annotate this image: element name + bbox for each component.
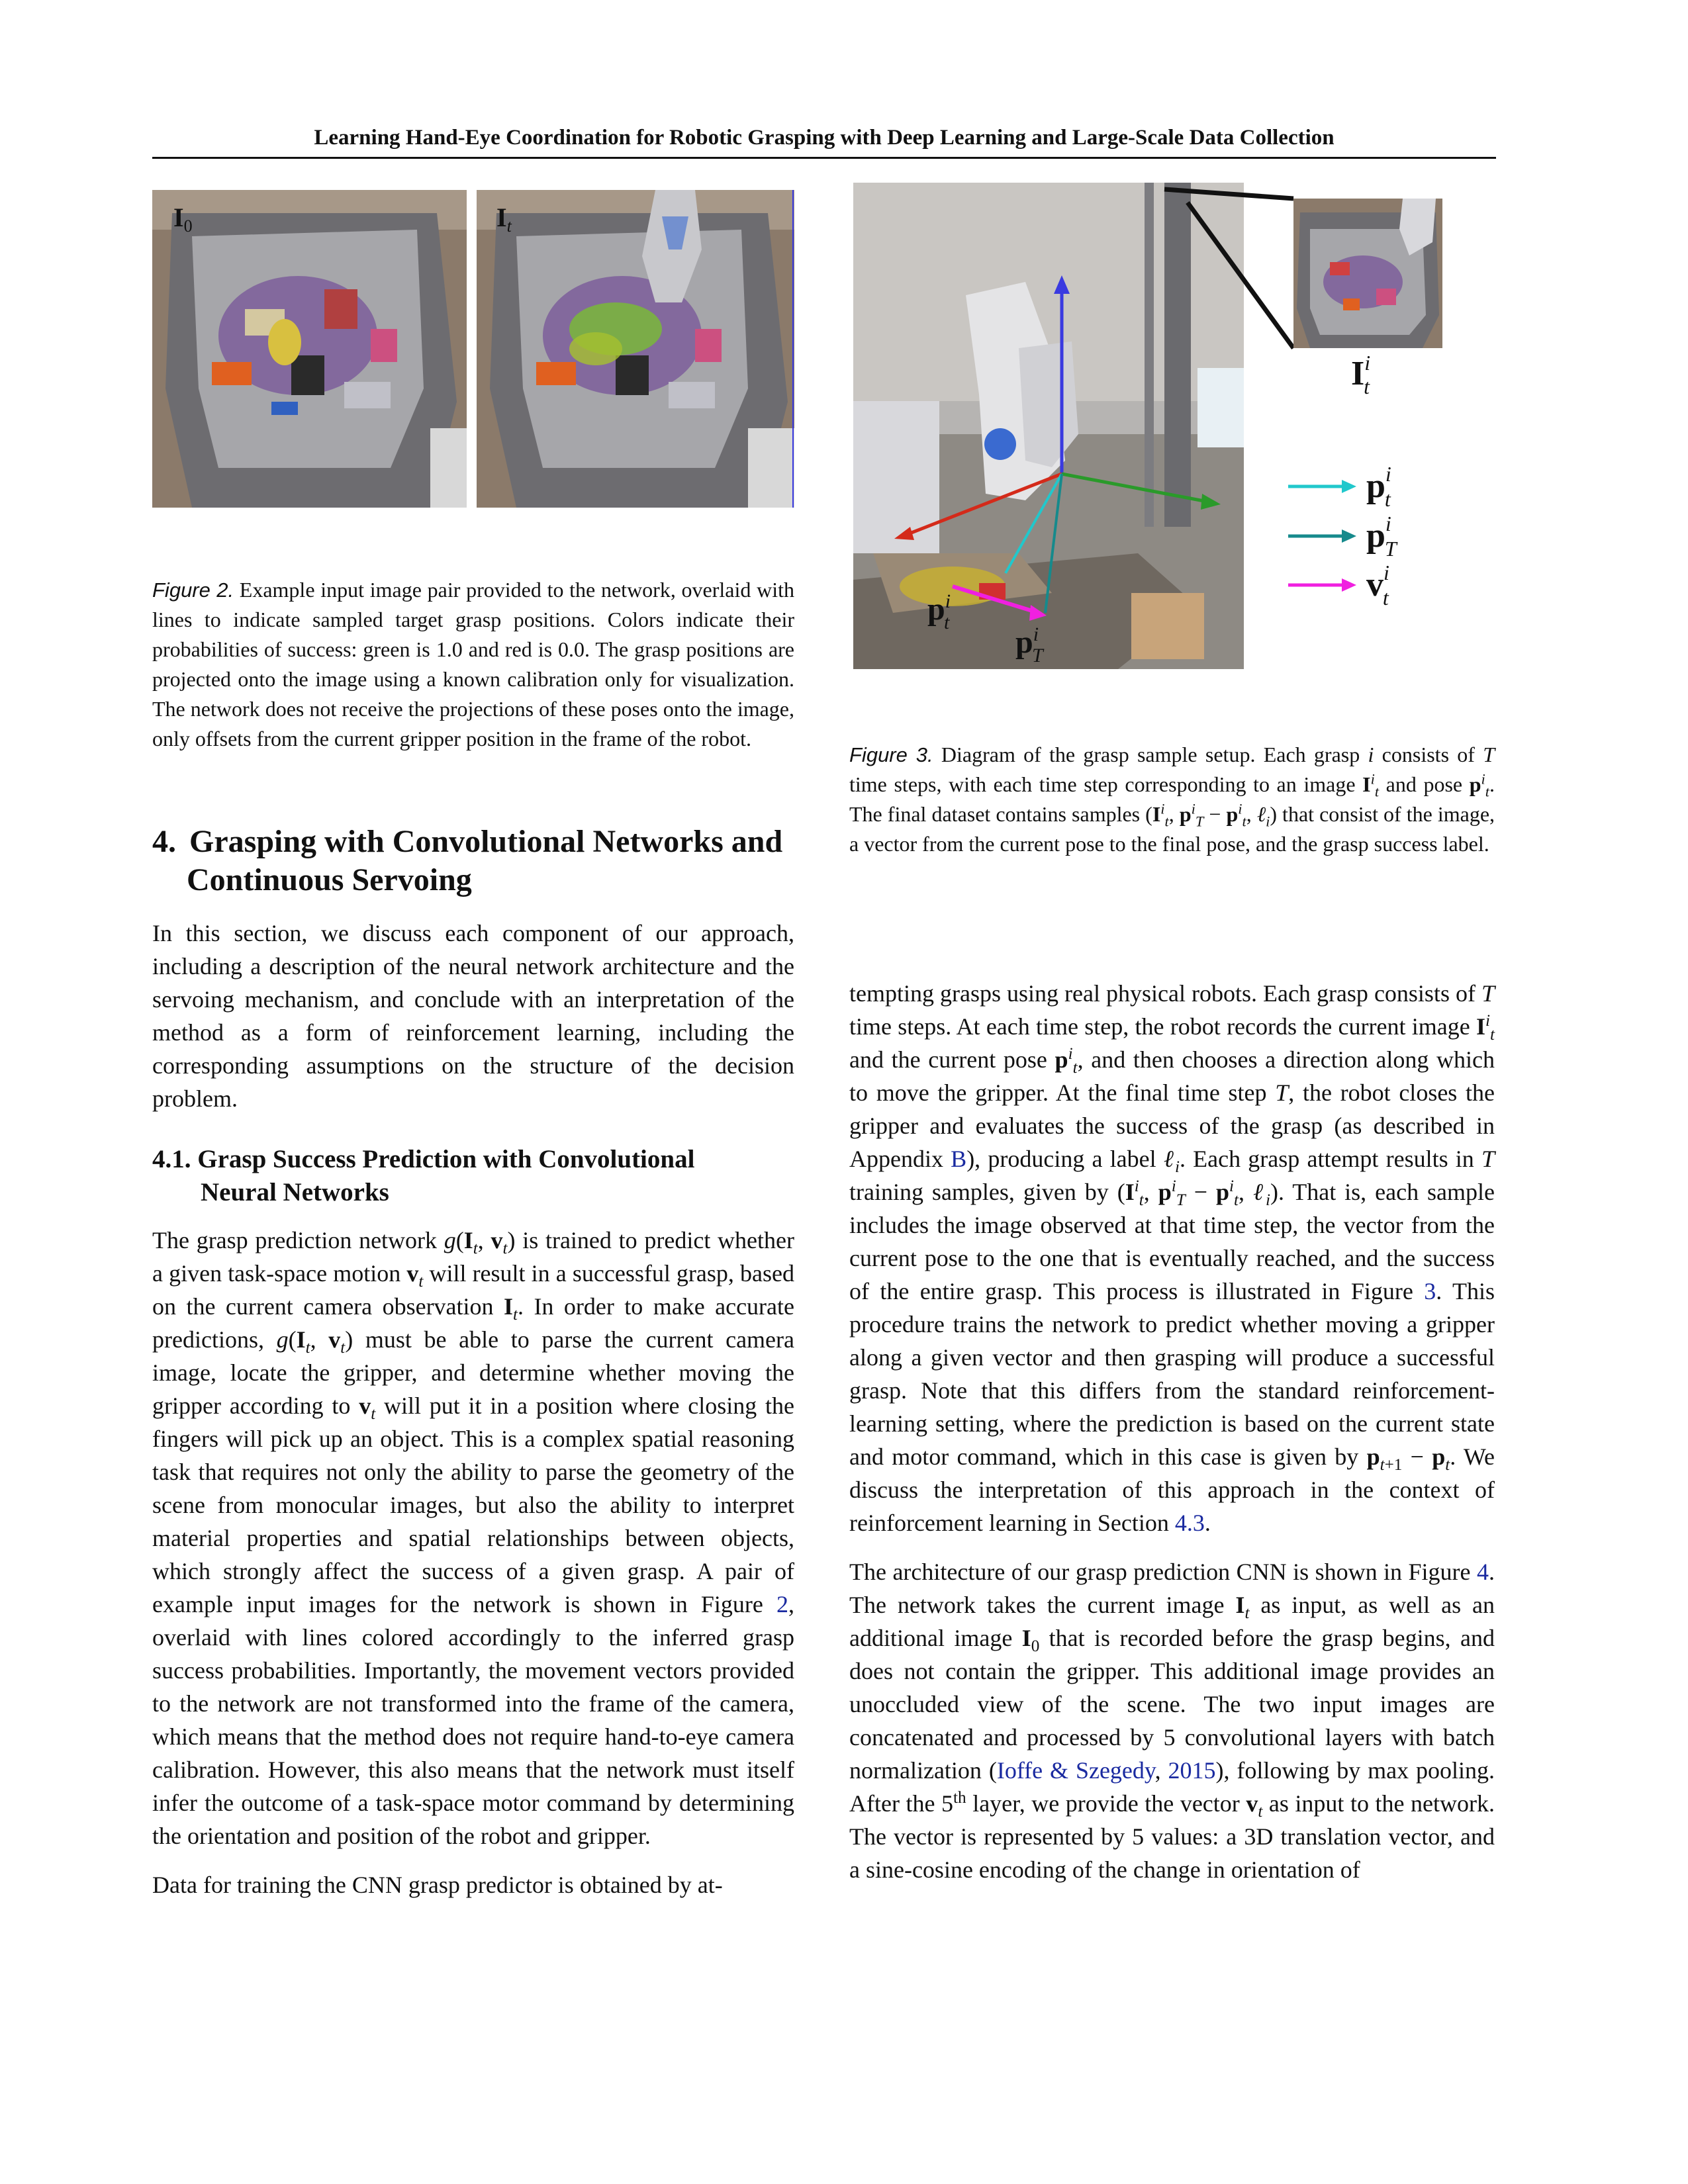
label-it: $I_t$ [496, 203, 512, 236]
left-column [152, 823, 794, 1917]
paragraph: The architecture of our grasp prediction CNN is shown in Figure 4. The network takes the current image $I_t$ as input, as well as an additional image $I_0$ that is recorded before the grasp begins, and does not contain the gripper. This additional image provides an unoccluded view of the scene. The two input images are concatenated and processed by 5 convolutional layers with batch normalization (Ioffe & Szegedy, 2015), following by max pooling. After the 5th layer, we provide the vector $v_t$ as input to the network. The vector is represented by 5 values: a 3D translation vector, and a sine-cosine encoding of the change in orientation of [849, 1559, 1495, 1883]
legend [1288, 462, 1398, 610]
appendix-b-ref[interactable]: B [951, 1146, 967, 1172]
figure-4-ref[interactable]: 4 [1477, 1559, 1489, 1585]
figure-2-caption [152, 575, 794, 754]
paragraph: In this section, we discuss each component of our approach, including a description of the neural network architecture and the servoing mechanism, and conclude with an interpretation of the method as a form of reinforcement learning, including the corresponding assumptions on the structure of the decision problem. [152, 920, 794, 1112]
legend-pt: $p^i$ t [1366, 462, 1391, 511]
figure-2 [152, 190, 794, 508]
paragraph: Data for training the CNN grasp predictor is obtained by at- [152, 1872, 723, 1898]
figure-2-caption-text: Example input image pair provided to the network, overlaid with lines to indicate sampled target grasp positions. Colors indicate their probabilities of success: green is 1.0 and red is 0.0. The grasp positions are projected onto the image using a known calibration only for visualization. The network does not receive the projections of these poses onto the image, only offsets from the current gripper position in the frame of the robot. [152, 578, 795, 751]
image-i0 [152, 190, 467, 508]
figure-3-caption-text: Diagram of the grasp sample setup. Each grasp i consists of T time steps, with each time step corresponding to an image $I^i_t$ and pose $p^i_t$. The final dataset contains samples ($I^i_t$, $p^i_T - p^i_t$, ℓ$_i$) that consist of the image, a vector from the current pose to the final pose, and the grasp success label. [849, 743, 1495, 856]
label-pt-photo: $p^i$ t [927, 590, 951, 633]
camera-inset-image [1293, 199, 1442, 348]
section-4-1-heading: 4.1. Grasp Success Prediction with Convolutional Neural Networks [152, 1145, 695, 1206]
paragraph: The grasp prediction network $g(I_t$, $v_t$) is trained to predict whether a given task-space motion $v_t$ will result in a successful grasp, based on the current camera observation $I_t$. In order to make accurate predictions, $g(I_t$, $v_t$) must be able to parse the current camera image, locate the gripper, and determine whether moving the gripper according to $v_t$ will put it in a position where closing the fingers will pick up an object. This is a complex spatial reasoning task that requires not only the ability to parse the geometry of the scene from monocular images, but also the ability to interpret material properties and spatial relationships between objects, which strongly affect the success of a given grasp. A pair of example input images for the network is shown in Figure 2, overlaid with lines colored accordingly to the inferred grasp success probabilities. Importantly, the movement vectors provided to the network are not transformed into the frame of the camera, which means that the method does not require hand-to-eye camera calibration. However, this also means that the network must itself infer the outcome of a task-space motor command by determining the orientation and position of the robot and gripper. [152, 1227, 795, 1849]
legend-pT: $p^i$ T [1366, 512, 1397, 561]
figure-3-caption-label: Figure 3. [849, 743, 933, 766]
figure-3-ref[interactable]: 3 [1424, 1278, 1436, 1304]
section-4-heading: 4. Grasping with Convolutional Networks and Continuous Servoing [152, 824, 783, 897]
figure-2-image-pair [152, 190, 794, 508]
right-column [849, 977, 1495, 1902]
citation-year[interactable]: 2015 [1168, 1757, 1216, 1784]
figure-2-ref[interactable]: 2 [776, 1591, 788, 1617]
label-pT-photo: $p^i$ T [1015, 623, 1043, 666]
figure-2-caption-label: Figure 2. [152, 578, 234, 602]
header-rule [152, 157, 1496, 159]
image-it [477, 190, 794, 508]
figure-3-caption [849, 740, 1495, 859]
running-header: Learning Hand-Eye Coordination for Robotic Grasping with Deep Learning and Large-Scale Data Collection [314, 126, 1335, 150]
legend-vt: $v^i$ t [1366, 561, 1389, 610]
figure-3 [853, 183, 1489, 672]
paragraph: tempting grasps using real physical robots. Each grasp consists of T time steps. At each time step, the robot records the current image $I^i_t$ and the current pose $p^i_t$, and then chooses a direction along which to move the gripper. At the final time step T, the robot closes the gripper and evaluates the success of the grasp (as described in Appendix B), producing a label ℓ$_i$. Each grasp attempt results in T training samples, given by ($I^i_t$, $p^i_T - p^i_t$, ℓ$_i$). That is, each sample includes the image observed at that time step, the vector from the current pose to the one that is eventually reached, and the success of the entire grasp. This process is illustrated in Figure 3. This procedure trains the network to predict whether moving a gripper along a given vector and then grasping will produce a successful grasp. Note that this differs from the standard reinforcement-learning setting, where the prediction is based on the current state and motor command, which in this case is given by $p_{t+1} - p_t$. We discuss the interpretation of this approach in the context of reinforcement learning in Section 4.3. [849, 980, 1495, 1536]
section-4-3-ref[interactable]: 4.3 [1174, 1510, 1205, 1536]
citation-ioffe[interactable]: Ioffe & Szegedy [996, 1757, 1155, 1784]
figure-3-diagram [853, 183, 1489, 672]
label-It: $I^i$ t [1351, 351, 1371, 398]
label-i0: $I_0$ [173, 203, 193, 236]
